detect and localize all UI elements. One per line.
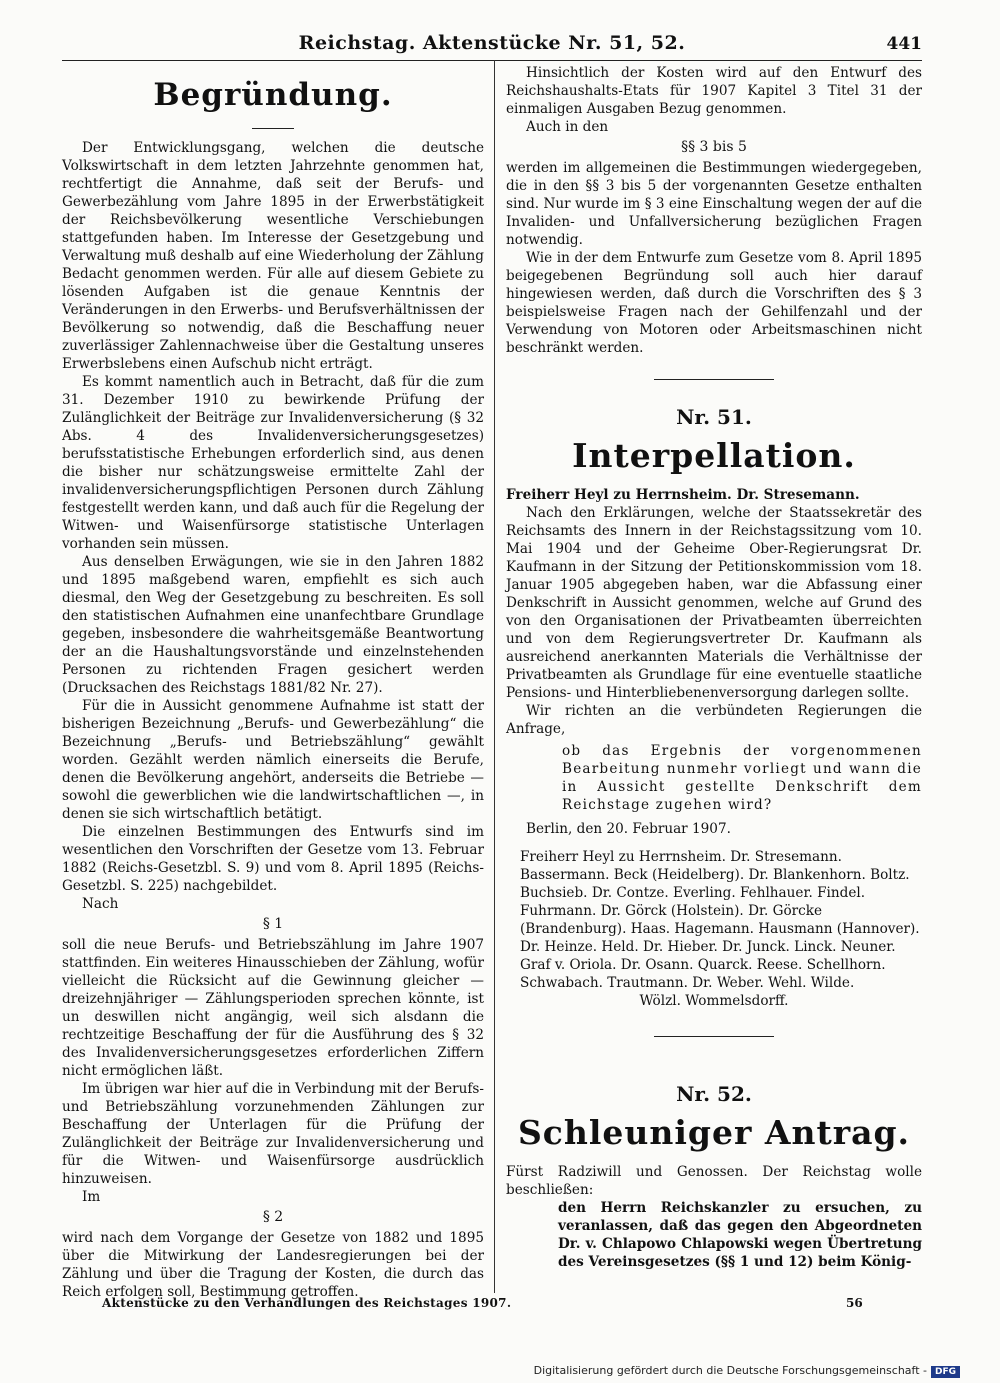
section-heading: Begründung. (153, 77, 393, 113)
paragraph: Der Entwicklungsgang, welchen die deutsche Volkswirtschaft in dem letzten Jahrzehnte genommen hat, rechtfertigt die Annahme, daß seit der Berufs- und Gewerbezählung vom Jahre 1895 in der Erwerbstätigkeit der Reichsbevölkerung wesentliche Verschiebungen stattgefunden haben. Im Interesse der Gesetzgebung und Verwaltung muß deshalb auf eine Wiederholung der Zählung Bedacht genommen werden. Für alle auf diesem Gebiete zu lösenden Aufgaben ist die genaue Kenntnis der Veränderungen in den Erwerbs- und Berufsverhältnissen der Bevölkerung so notwendig, daß die Beschaffung neuer zuverlässiger Zahlennachweise über die Gestaltung unseres Erwerbslebens einen Aufschub nicht erträgt. (62, 140, 484, 372)
section-separator (654, 379, 774, 380)
heading-rule (252, 128, 294, 129)
motion-text: den Herrn Reichskanzler zu ersuchen, zu veranlassen, daß das gegen den Abgeordneten Dr. v. Chlapowo Chlapowski wegen Übertretung des Vereinsgesetzes (§§ 1 und 12) beim König- (558, 1200, 922, 1270)
paragraph-lead: Auch in den (526, 119, 609, 135)
dfg-credit (534, 1364, 960, 1378)
date-line: Berlin, den 20. Februar 1907. (526, 821, 731, 837)
paragraph: Wie in der dem Entwurfe zum Gesetze vom 8. April 1895 beigegebenen Begründung soll auch hier darauf hingewiesen werden, daß durch die Vorschriften des § 3 beispielsweise Fragen nach der Gehilfenzahl und der Verwendung von Motoren oder Arbeitsmaschinen nicht beschränkt werden. (506, 250, 922, 356)
paragraph: Für die in Aussicht genommene Aufnahme ist statt der bisherigen Bezeichnung „Berufs- und Gewerbezählung“ die Bezeichnung „Berufs- und Betriebszählung“ gewählt worden. Gezählt werden nämlich einerseits die Berufe, denen die Bevölkerung angehört, anderseits die Betriebe — sowohl die gewerblichen wie die landwirtschaftlichen —, in denen sie sich wirtschaftlich betätigt. (62, 698, 484, 822)
document-title: Interpellation. (572, 436, 856, 475)
running-head: Reichstag. Aktenstücke Nr. 51, 52. (298, 32, 686, 54)
section-separator (654, 1036, 774, 1037)
dfg-logo: DFG (931, 1366, 960, 1378)
paragraph: werden im allgemeinen die Bestimmungen wiedergegeben, die in den §§ 3 bis 5 der vorgenannten Gesetze enthalten sind. Nur wurde im § 3 eine Einschaltung wegen der auf die Invaliden- und Unfallversicherung bezüglichen Fragen notwendig. (506, 160, 922, 248)
column-divider (494, 60, 495, 1293)
page-number: 441 (886, 34, 922, 54)
paragraph: Es kommt namentlich auch in Betracht, daß für die zum 31. Dezember 1910 zu bewirkende Prüfung der Zulänglichkeit der Beiträge zur Invalidenversicherung (§ 32 Abs. 4 des Invalidenversicherungsgesetzes) berufsstatistische Erhebungen erforderlich sind, aus denen die bisher nur schätzungsweise ermittelte Zahl der invalidenversicherungspflichtigen Personen durch Zählung festgestellt werden kann, und daß auch für die Regelung der Witwen- und Waisenfürsorge statistische Unterlagen vorhanden sein müssen. (62, 374, 484, 552)
paragraph: Hinsichtlich der Kosten wird auf den Entwurf des Reichshaushalts-Etats für 1907 Kapitel 3 Titel 31 der einmaligen Ausgaben Bezug genommen. (506, 65, 922, 117)
paragraph: Im übrigen war hier auf die in Verbindung mit der Berufs- und Betriebszählung vorzunehmenden Zählungen zur Beschaffung der Unterlagen für die Prüfung der Zulänglichkeit der Beiträge zur Invalidenversicherung und für die Witwen- und Waisenfürsorge ausdrücklich hinzuweisen. (62, 1081, 484, 1187)
paragraph: Fürst Radziwill und Genossen. Der Reichstag wolle beschließen: (506, 1164, 922, 1198)
paragraph-lead: Im (82, 1189, 101, 1205)
dfg-text: Digitalisierung gefördert durch die Deutsche Forschungsgemeinschaft - (533, 1364, 927, 1377)
paragraph: wird nach dem Vorgange der Gesetze von 1882 und 1895 über die Mitwirkung der Landesregierungen bei der Zählung und über die Tragung der Kosten, die durch das Reich erfolgen soll, Bestimmung getroffen. (62, 1230, 484, 1300)
interpellation-question: ob das Ergebnis der vorgenommenen Bearbeitung nunmehr vorliegt und wann die in Aussicht gestellte Denkschrift dem Reichstage zugehen wird? (562, 743, 922, 813)
section-marker: § 2 (262, 1209, 284, 1225)
left-column (62, 64, 484, 1301)
signature-mark: 56 (846, 1296, 863, 1310)
footer-left: Aktenstücke zu den Verhandlungen des Reichstages 1907. (102, 1296, 512, 1310)
paragraph: Die einzelnen Bestimmungen des Entwurfs sind im wesentlichen den Vorschriften der Gesetze vom 13. Februar 1882 (Reichs-Gesetzbl. S. 9) und vom 8. April 1895 (Reichs-Gesetzbl. S. 225) nachgebildet. (62, 824, 484, 894)
paragraph-lead: Nach (82, 896, 119, 912)
signatories-last: Wölzl. Wommelsdorff. (639, 993, 789, 1009)
paragraph: Wir richten an die verbündeten Regierungen die Anfrage, (506, 703, 922, 737)
signatories: Freiherr Heyl zu Herrnsheim. Dr. Stresemann. Bassermann. Beck (Heidelberg). Dr. Blankenhorn. Boltz. Buchsieb. Dr. Contze. Everling. Fehlhauer. Findel. Fuhrmann. Dr. Görck (Holstein). Dr. Görcke (Brandenburg). Haas. Hagemann. Hausmann (Hannover). Dr. Heinze. Held. Dr. Hieber. Dr. Junck. Linck. Neuner. Graf v. Oriola. Dr. Osann. Quarck. Reese. Schellhorn. Schwabach. Trautmann. Dr. Weber. Wehl. Wilde. (520, 849, 920, 991)
page-header (62, 30, 922, 61)
section-marker: §§ 3 bis 5 (681, 139, 747, 155)
authors-line: Freiherr Heyl zu Herrnsheim. Dr. Stresemann. (506, 487, 860, 503)
document-number: Nr. 51. (676, 405, 752, 429)
right-column (506, 64, 922, 1271)
document-number: Nr. 52. (676, 1082, 752, 1106)
section-marker: § 1 (262, 916, 284, 932)
paragraph: soll die neue Berufs- und Betriebszählung im Jahre 1907 stattfinden. Ein weiteres Hinausschieben der Zählung, wofür vielleicht die Rücksicht auf die Gewinnung gleicher — dreizehnjähriger — Zählungsperioden sprechen könnte, ist un deswillen nicht angängig, weil sich alsdann die rechtzeitige Beschaffung der für die Ausführung des § 32 des Invalidenversicherungsgesetzes erforderlichen Ziffern nicht ermöglichen läßt. (62, 937, 484, 1079)
paragraph: Nach den Erklärungen, welche der Staatssekretär des Reichsamts des Innern in der Reichstagssitzung vom 10. Mai 1904 und der Geheime Ober-Regierungsrat Dr. Kaufmann in der Sitzung der Petitionskommission vom 18. Januar 1905 abgegeben haben, war die Abfassung einer Denkschrift in Aussicht genommen, welche auf Grund des von den Organisationen der Privatbeamten überreichten und von dem Regierungsvertreter Dr. Kaufmann als ausreichend anerkannten Materials die Verhältnisse der Privatbeamten als Grundlage für eine eventuelle staatliche Pensions- und Hinterbliebenenversorgung darlegen sollte. (506, 505, 922, 701)
paragraph: Aus denselben Erwägungen, wie sie in den Jahren 1882 und 1895 maßgebend waren, empfiehlt es sich auch diesmal, den Weg der Gesetzgebung zu beschreiten. Es soll den statistischen Aufnahmen eine unanfechtbare Grundlage gegeben, insbesondere die wahrheitsgemäße Beantwortung der an die Haushaltungsvorstände und einzelnstehenden Personen zu richtenden Fragen gesichert werden (Drucksachen des Reichstags 1881/82 Nr. 27). (62, 554, 484, 696)
document-title: Schleuniger Antrag. (517, 1113, 911, 1152)
